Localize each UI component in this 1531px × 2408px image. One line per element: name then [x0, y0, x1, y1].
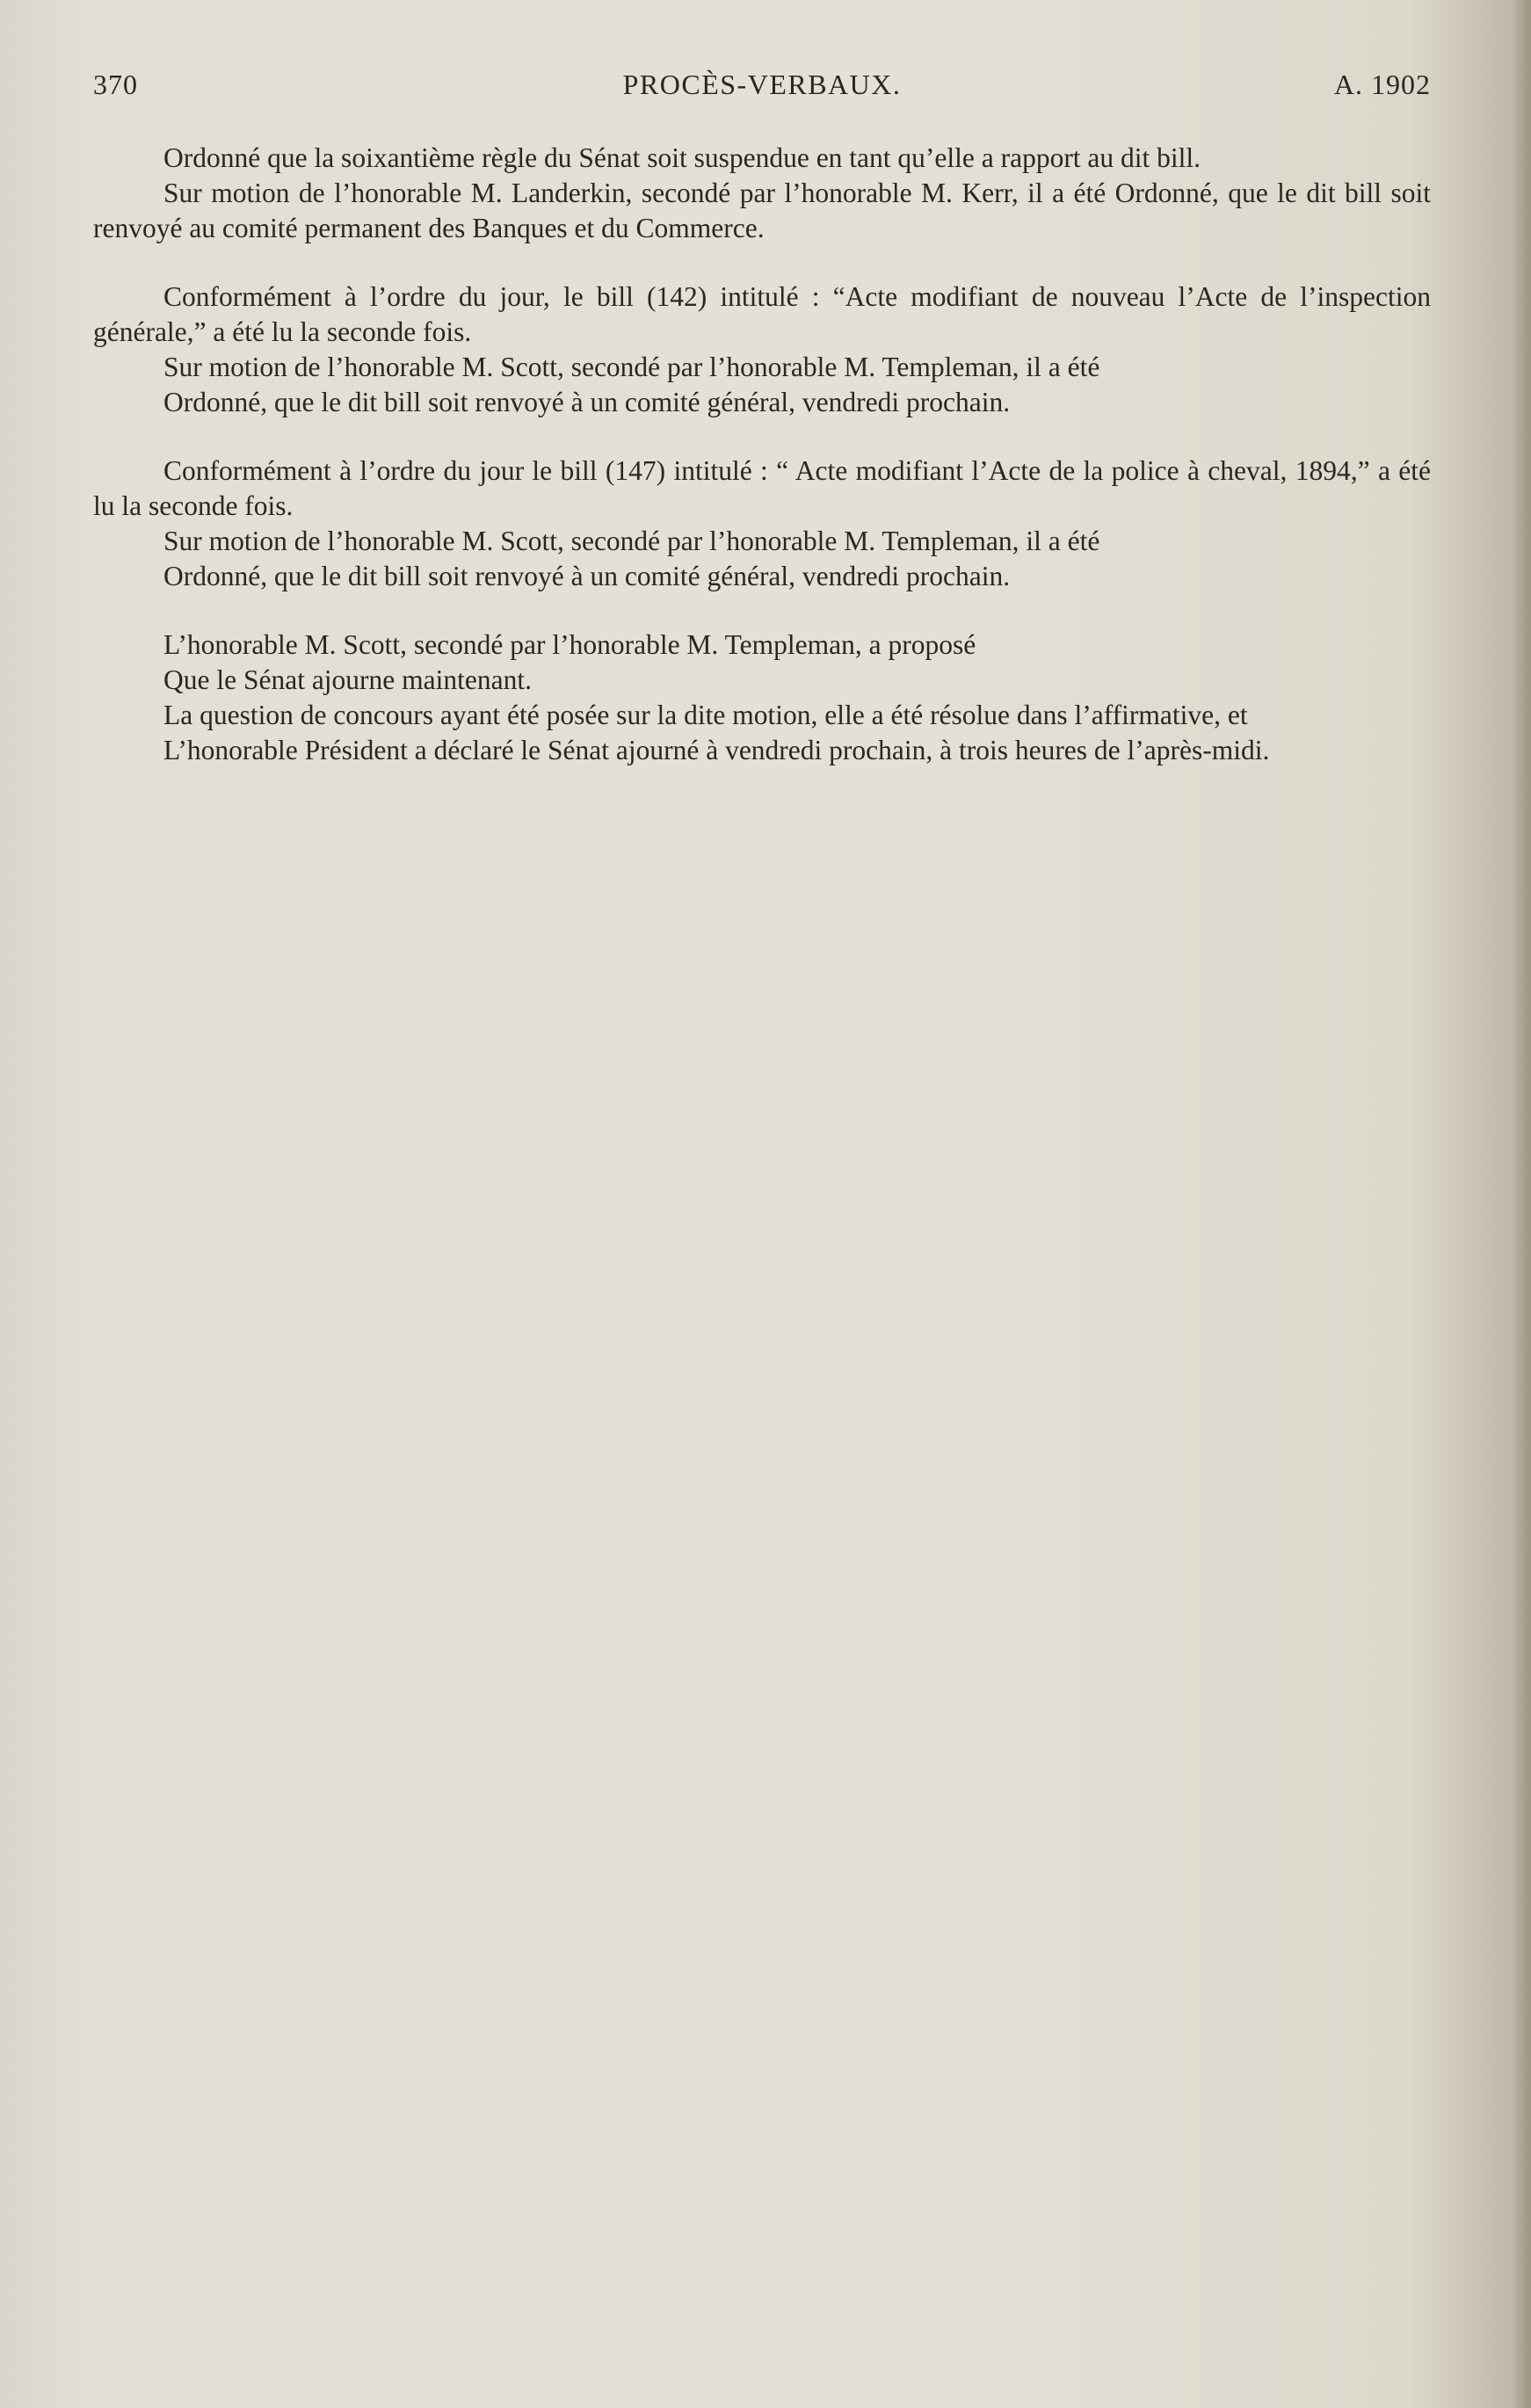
section-gap: [93, 594, 1431, 627]
paragraph-senate-adjourned: L’honorable Président a déclaré le Sénat ajourné à vendredi prochain, à trois heures de l’après-midi.: [163, 735, 1270, 765]
paragraph-bill-142-reading: Conformément à l’ordre du jour, le bill (142) intitulé : “Acte modifiant de nouveau l’Acte de l’inspection générale,” a été lu la seconde fois.: [93, 281, 1431, 347]
running-header: [93, 69, 1431, 112]
page-body: [93, 141, 1431, 768]
paragraph-bill-147-order: Ordonné, que le dit bill soit renvoyé à un comité général, vendredi prochain.: [163, 561, 1011, 591]
paragraph-rule-suspended: Ordonné que la soixantième règle du Sénat soit suspendue en tant qu’elle a rapport au dit bill.: [163, 142, 1201, 173]
paragraph-bill-147-reading: Conformément à l’ordre du jour le bill (147) intitulé : “ Acte modifiant l’Acte de la police à cheval, 1894,” a été lu la seconde fois.: [93, 455, 1431, 521]
paragraph-adjourn-motion: Que le Sénat ajourne maintenant.: [163, 664, 532, 695]
page-edge-shadow: [1512, 0, 1531, 2408]
paragraph-landerkin-motion: Sur motion de l’honorable M. Landerkin, secondé par l’honorable M. Kerr, il a été Ordonné, que le dit bill soit renvoyé au comité permanent des Banques et du Commerce.: [93, 178, 1431, 243]
running-title: PROCÈS-VERBAUX.: [622, 69, 902, 100]
section-gap: [93, 420, 1431, 453]
paragraph-adjourn-proposal: L’honorable M. Scott, secondé par l’honorable M. Templeman, a proposé: [163, 629, 976, 660]
section-gap: [93, 246, 1431, 279]
paragraph-bill-142-motion: Sur motion de l’honorable M. Scott, secondé par l’honorable M. Templeman, il a été: [163, 352, 1100, 382]
page-number: 370: [93, 69, 138, 100]
paragraph-bill-147-motion: Sur motion de l’honorable M. Scott, secondé par l’honorable M. Templeman, il a été: [163, 526, 1100, 556]
paragraph-question-resolved: La question de concours ayant été posée sur la dite motion, elle a été résolue dans l’affirmative, et: [163, 700, 1248, 730]
paragraph-bill-142-order: Ordonné, que le dit bill soit renvoyé à un comité général, vendredi prochain.: [163, 387, 1011, 417]
volume-year: A. 1902: [1333, 69, 1431, 100]
